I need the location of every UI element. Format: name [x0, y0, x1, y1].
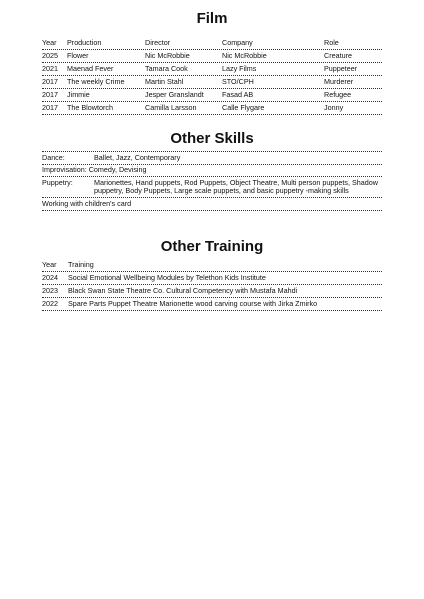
film-company: Calle Flygare — [222, 103, 265, 112]
training-header-row — [42, 259, 382, 272]
film-header-production: Production — [67, 38, 102, 47]
film-role: Murderer — [324, 77, 354, 86]
film-heading: Film — [196, 10, 228, 27]
film-director: Jesper Granslandt — [145, 90, 204, 99]
table-row — [42, 76, 382, 89]
film-header-row — [42, 37, 382, 50]
film-production: The Blowtorch — [67, 103, 113, 112]
training-text: Social Emotional Wellbeing Modules by Telethon Kids Institute — [68, 273, 266, 282]
training-header-training: Training — [68, 260, 94, 269]
film-production: Flower — [67, 51, 89, 60]
film-header-role: Role — [324, 38, 339, 47]
film-year: 2025 — [42, 51, 58, 60]
table-row — [42, 102, 382, 115]
film-director: Tamara Cook — [145, 64, 188, 73]
skill-puppetry-value: Marionettes, Hand puppets, Rod Puppets, Object Theatre, Multi person puppets, Shadow puppetry, Body Puppets, Large scale puppets, and basic puppetry -making skills — [94, 177, 378, 196]
film-company: Fasad AB — [222, 90, 254, 99]
table-row — [42, 50, 382, 63]
film-director: Martin Stahl — [145, 77, 184, 86]
skill-puppetry-label: Puppetry: — [42, 177, 73, 187]
training-text: Spare Parts Puppet Theatre Marionette wood carving course with Jirka Zmirko — [68, 299, 318, 308]
table-row — [42, 298, 382, 311]
table-row — [42, 63, 382, 76]
training-year: 2023 — [42, 286, 58, 295]
skills-heading: Other Skills — [170, 130, 254, 147]
table-row — [42, 285, 382, 298]
film-director: Camilla Larsson — [145, 103, 197, 112]
film-director: Nic McRobbie — [145, 51, 190, 60]
film-role: Creature — [324, 51, 352, 60]
film-company: Lazy Films — [222, 64, 257, 73]
skill-children-text: Working with children's card — [42, 198, 132, 208]
film-company: Nic McRobbie — [222, 51, 267, 60]
table-row — [42, 272, 382, 285]
skill-dance-row — [42, 152, 382, 165]
skill-improv-text: Improvisation: Comedy, Devising — [42, 165, 147, 175]
training-text: Black Swan State Theatre Co. Cultural Competency with Mustafa Mahdi — [68, 286, 298, 295]
film-production: The weekly Crime — [67, 77, 125, 86]
film-company: STO/CPH — [222, 77, 254, 86]
film-year: 2017 — [42, 90, 58, 99]
table-row — [42, 89, 382, 102]
film-role: Refugee — [324, 90, 352, 99]
skill-improv-row — [42, 165, 382, 178]
film-section — [42, 10, 382, 115]
film-production: Maenad Fever — [67, 64, 114, 73]
training-heading: Other Training — [160, 238, 264, 255]
skill-dance-value: Ballet, Jazz, Contemporary — [94, 152, 181, 162]
film-role: Puppeteer — [324, 64, 358, 73]
film-header-company: Company — [222, 38, 253, 47]
training-year: 2024 — [42, 273, 58, 282]
film-production: Jimmie — [67, 90, 90, 99]
skill-children-row — [42, 198, 382, 211]
skills-section — [42, 130, 382, 211]
film-header-year: Year — [42, 38, 57, 47]
training-header-year: Year — [42, 260, 57, 269]
film-year: 2017 — [42, 77, 58, 86]
skill-dance-label: Dance: — [42, 152, 65, 162]
film-header-director: Director — [145, 38, 171, 47]
film-year: 2021 — [42, 64, 58, 73]
film-role: Jonny — [324, 103, 344, 112]
skill-puppetry-row — [42, 177, 382, 198]
training-year: 2022 — [42, 299, 58, 308]
training-section — [42, 238, 382, 311]
film-year: 2017 — [42, 103, 58, 112]
